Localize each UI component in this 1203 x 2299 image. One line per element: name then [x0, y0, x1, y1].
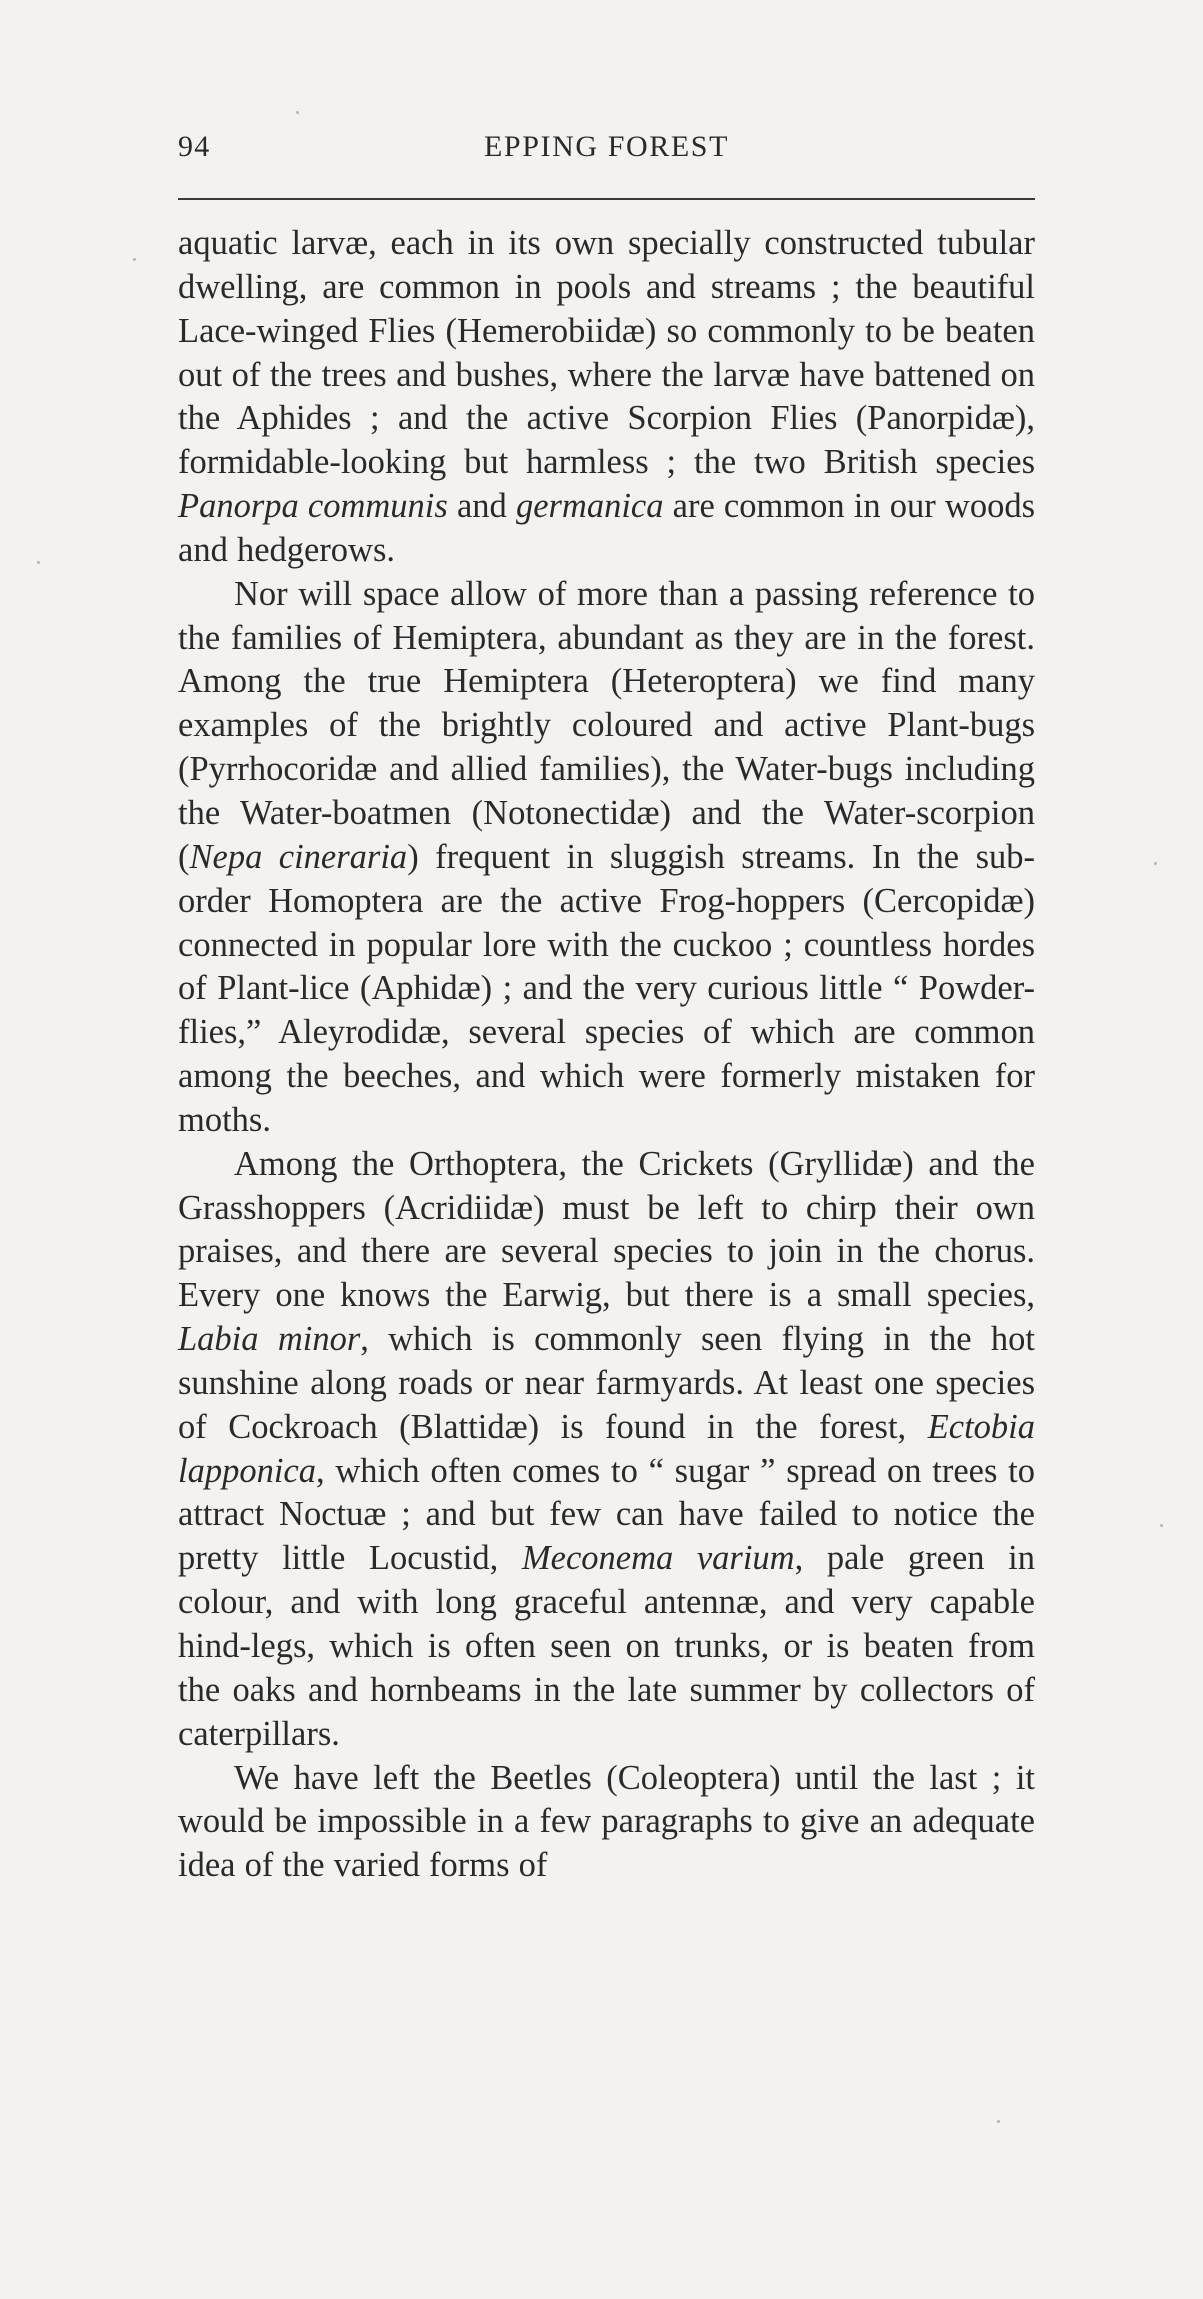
paper-speck — [133, 258, 136, 261]
paper-speck — [37, 561, 40, 564]
italic-species-name: Ectobia lapponica — [178, 1407, 1035, 1490]
text-run: , pale green in colour, and with long graceful antennæ, and very capable hind-legs, which is often seen on trunks, or is beaten from the oaks and hornbeams in the late summer by collectors of caterpillars. — [178, 1539, 1035, 1753]
italic-species-name: Labia minor — [178, 1320, 361, 1359]
text-run: , which often comes to “ sugar ” spread on trees to attract Noctuæ ; and but few can have failed to notice the pretty little Locustid, — [178, 1451, 1035, 1578]
paper-speck — [296, 111, 299, 114]
header-rule — [178, 198, 1035, 200]
italic-species-name: germanica — [515, 487, 664, 526]
text-run: , which is commonly seen flying in the hot sunshine along roads or near farmyards. At least one species of Cockroach (Blattidæ) is found in the forest, — [178, 1320, 1036, 1446]
paper-speck — [1154, 862, 1157, 865]
running-head: EPPING FOREST — [483, 130, 729, 163]
text-run: ) frequent in sluggish streams. In the sub-order Homoptera are the active Frog-hoppers (Cercopidæ) connected in popular lore with the cuckoo ; countless hordes of Plant-lice (Aphidæ) ; and the very curious little “ Powder-flies,” Aleyrodidæ, several species of which are common among the beeches, and which were formerly mistaken for moths. — [178, 837, 1035, 1139]
text-run: and — [447, 487, 516, 526]
paper-speck — [1160, 1524, 1163, 1527]
text-run: Nor will space allow of more than a passing reference to the families of Hemiptera, abundant as they are in the forest. Among the true Hemiptera (Heteroptera) we find many examples of the brightly coloured and active Plant-bugs (Pyrrhocoridæ and allied families), the Water-bugs including the Water-boatmen (Notonectidæ) and the Water-scorpion ( — [178, 574, 1035, 876]
paragraph — [178, 1757, 1035, 1889]
paper-speck — [997, 2120, 1000, 2123]
text-run: aquatic larvæ, each in its own specially constructed tubular dwelling, are common in pools and streams ; the beautiful Lace-winged Flies (Hemerobiidæ) so commonly to be beaten out of the trees and bushes, where the larvæ have battened on the Aphides ; and the active Scorpion Flies (Panorpidæ), formidable-looking but harmless ; the two British species — [178, 224, 1035, 482]
paragraph — [178, 573, 1035, 1143]
italic-species-name: Nepa cineraria — [189, 837, 408, 876]
italic-species-name: Meconema varium — [521, 1539, 795, 1578]
text-run: are common in our woods and hedgerows. — [178, 487, 1036, 569]
italic-species-name: Panorpa communis — [178, 487, 448, 526]
paragraph — [178, 222, 1035, 573]
page-number: 94 — [178, 130, 211, 163]
body-text — [178, 222, 1035, 1888]
page-header — [178, 130, 1035, 178]
paragraph — [178, 1143, 1035, 1757]
text-run: We have left the Beetles (Coleoptera) until the last ; it would be impossible in a few paragraphs to give an adequate idea of the varied forms of — [178, 1758, 1035, 1885]
text-run: Among the Orthoptera, the Crickets (Gryllidæ) and the Grasshoppers (Acridiidæ) must be left to chirp their own praises, and there are several species to join in the chorus. Every one knows the Earwig, but there is a small species, — [178, 1144, 1035, 1315]
